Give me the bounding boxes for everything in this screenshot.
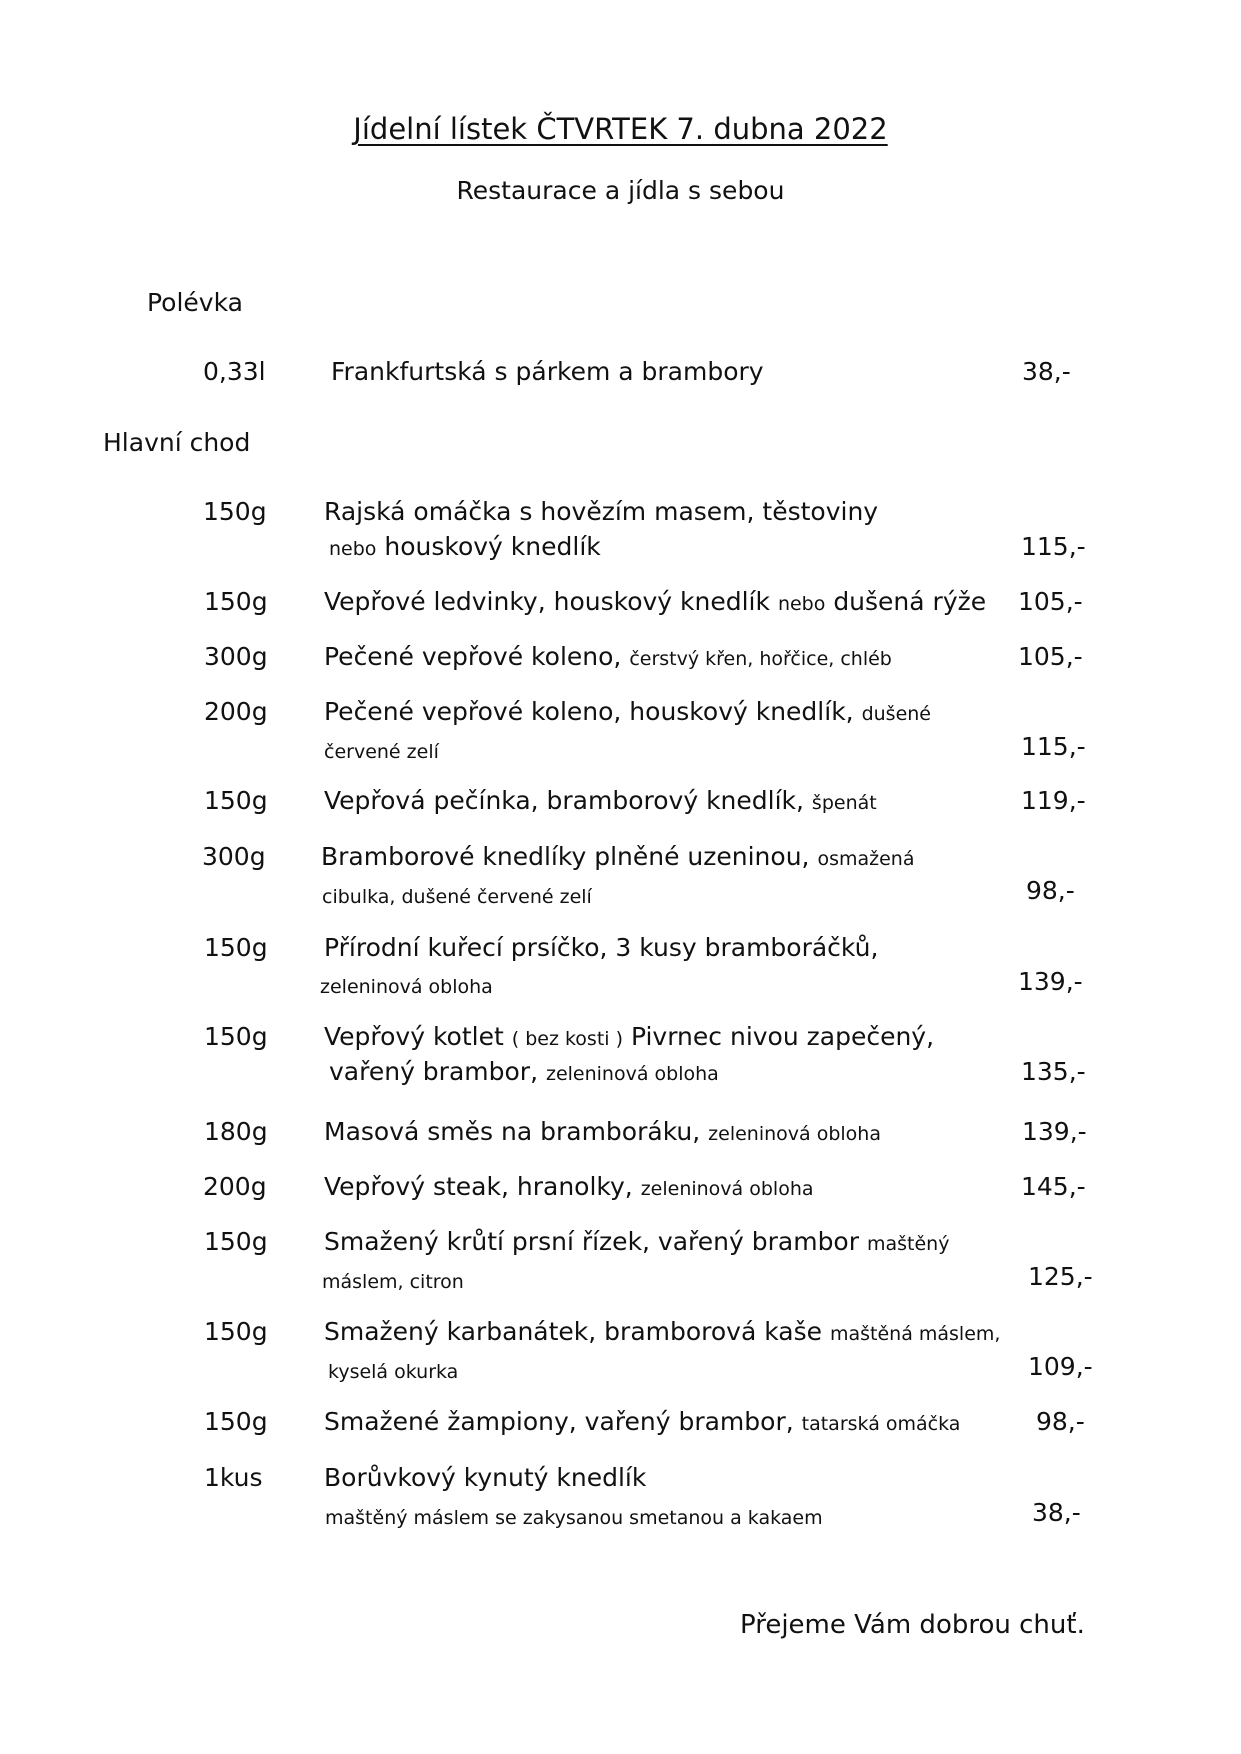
item-line-1 [324, 1022, 934, 1051]
item-qty: 1kus [204, 1463, 263, 1492]
item-line-1 [324, 1407, 960, 1436]
item-note: dušené [861, 703, 932, 725]
item-name: Frankfurtská s párkem a brambory [331, 357, 764, 386]
item-line-2 [328, 1355, 458, 1384]
item-name: Masová směs na bramboráku, [324, 1117, 701, 1146]
item-line-1 [324, 1227, 949, 1256]
item-line-1 [324, 786, 877, 815]
item-name-cont: houskový knedlík [384, 532, 601, 561]
item-qty: 180g [204, 1117, 268, 1146]
item-price: 109,- [1028, 1352, 1093, 1381]
item-note-cont: červené zelí [324, 741, 439, 763]
item-qty: 150g [204, 587, 268, 616]
item-line-2 [329, 1057, 719, 1086]
item-name: Vepřová pečínka, bramborový knedlík, [324, 786, 804, 815]
item-qty: 150g [204, 1022, 268, 1051]
item-line-2 [322, 1265, 464, 1294]
menu-subtitle: Restaurace a jídla s sebou [456, 176, 785, 205]
item-line-1 [324, 642, 892, 671]
item-note: maštěný [866, 1233, 950, 1255]
item-note: čerstvý křen, hořčice, chléb [629, 648, 892, 670]
item-note: ( bez kosti ) [511, 1028, 623, 1050]
item-line-1 [324, 1117, 881, 1146]
item-name: Pečené vepřové koleno, [324, 642, 622, 671]
item-name-cont: dušená rýže [833, 587, 987, 616]
item-line-2 [324, 735, 439, 764]
item-note: nebo [329, 538, 377, 560]
item-price: 98,- [1036, 1407, 1085, 1436]
item-line-1 [324, 697, 931, 726]
item-qty: 150g [204, 933, 268, 962]
item-note: zeleninová obloha [640, 1178, 814, 1200]
item-price: 139,- [1018, 967, 1083, 996]
item-qty: 300g [204, 642, 268, 671]
item-line-1 [321, 842, 914, 871]
item-price: 105,- [1018, 642, 1083, 671]
item-note-cont: kyselá okurka [328, 1361, 459, 1383]
item-price: 135,- [1021, 1057, 1086, 1086]
item-price: 38,- [1032, 1498, 1081, 1527]
item-note-cont: maštěný máslem se zakysanou smetanou a kakaem [325, 1507, 823, 1529]
section-heading-main: Hlavní chod [103, 428, 251, 457]
item-qty: 0,33l [203, 357, 266, 386]
item-name: Borůvkový kynutý knedlík [324, 1463, 647, 1492]
item-name: Vepřový kotlet [324, 1022, 504, 1051]
item-price: 119,- [1021, 786, 1086, 815]
menu-title: Jídelní lístek ČTVRTEK 7. dubna 2022 [353, 112, 888, 146]
item-qty: 300g [202, 842, 266, 871]
item-note-cont: máslem, citron [322, 1271, 464, 1293]
item-note: zeleninová obloha [708, 1123, 881, 1145]
item-name: Smažený krůtí prsní řízek, vařený brambor [324, 1227, 860, 1256]
item-note: maštěná máslem, [829, 1323, 1001, 1345]
item-name: Vepřové ledvinky, houskový knedlík [324, 587, 770, 616]
item-price: 105,- [1018, 587, 1083, 616]
item-line-2 [329, 532, 601, 561]
item-note: špenát [811, 792, 877, 814]
item-line-1 [324, 1172, 814, 1201]
item-line-2 [320, 970, 493, 999]
item-name-cont: vařený brambor, [329, 1057, 539, 1086]
item-line-2 [325, 1501, 823, 1530]
item-line-1 [324, 587, 986, 616]
item-price: 139,- [1022, 1117, 1087, 1146]
item-name: Rajská omáčka s hovězím masem, těstoviny [324, 497, 879, 526]
item-qty: 150g [204, 1227, 268, 1256]
item-price: 125,- [1028, 1262, 1093, 1291]
item-line-2 [322, 880, 592, 909]
item-name: Přírodní kuřecí prsíčko, 3 kusy bramboráčků, [324, 933, 879, 962]
item-price: 98,- [1026, 876, 1075, 905]
item-note-cont: zeleninová obloha [545, 1063, 719, 1085]
item-price: 145,- [1021, 1172, 1086, 1201]
item-note: nebo [777, 593, 826, 615]
item-name-cont: Pivrnec nivou zapečený, [630, 1022, 935, 1051]
item-qty: 150g [203, 497, 267, 526]
item-price: 115,- [1021, 732, 1086, 761]
footer-greeting: Přejeme Vám dobrou chuť. [740, 1610, 1085, 1640]
item-price: 115,- [1021, 532, 1086, 561]
item-line-1 [324, 497, 878, 526]
item-name: Bramborové knedlíky plněné uzeninou, [321, 842, 810, 871]
item-note-cont: zeleninová obloha [320, 976, 493, 998]
item-name: Smažené žampiony, vařený brambor, [324, 1407, 794, 1436]
section-heading-soup: Polévka [147, 288, 243, 317]
item-note: osmažená [817, 848, 915, 870]
item-qty: 150g [204, 1407, 268, 1436]
item-name: Vepřový steak, hranolky, [324, 1172, 633, 1201]
item-line-1 [324, 1463, 646, 1492]
item-qty: 150g [204, 1317, 268, 1346]
item-line-1 [324, 1317, 1000, 1346]
item-qty: 200g [203, 1172, 267, 1201]
item-line-1 [324, 933, 878, 962]
item-note-cont: cibulka, dušené červené zelí [322, 886, 592, 908]
item-note: tatarská omáčka [801, 1413, 961, 1435]
item-price: 38,- [1022, 357, 1071, 386]
item-qty: 200g [204, 697, 268, 726]
item-name: Smažený karbanátek, bramborová kaše [324, 1317, 823, 1346]
item-name: Pečené vepřové koleno, houskový knedlík, [324, 697, 854, 726]
item-qty: 150g [204, 786, 268, 815]
